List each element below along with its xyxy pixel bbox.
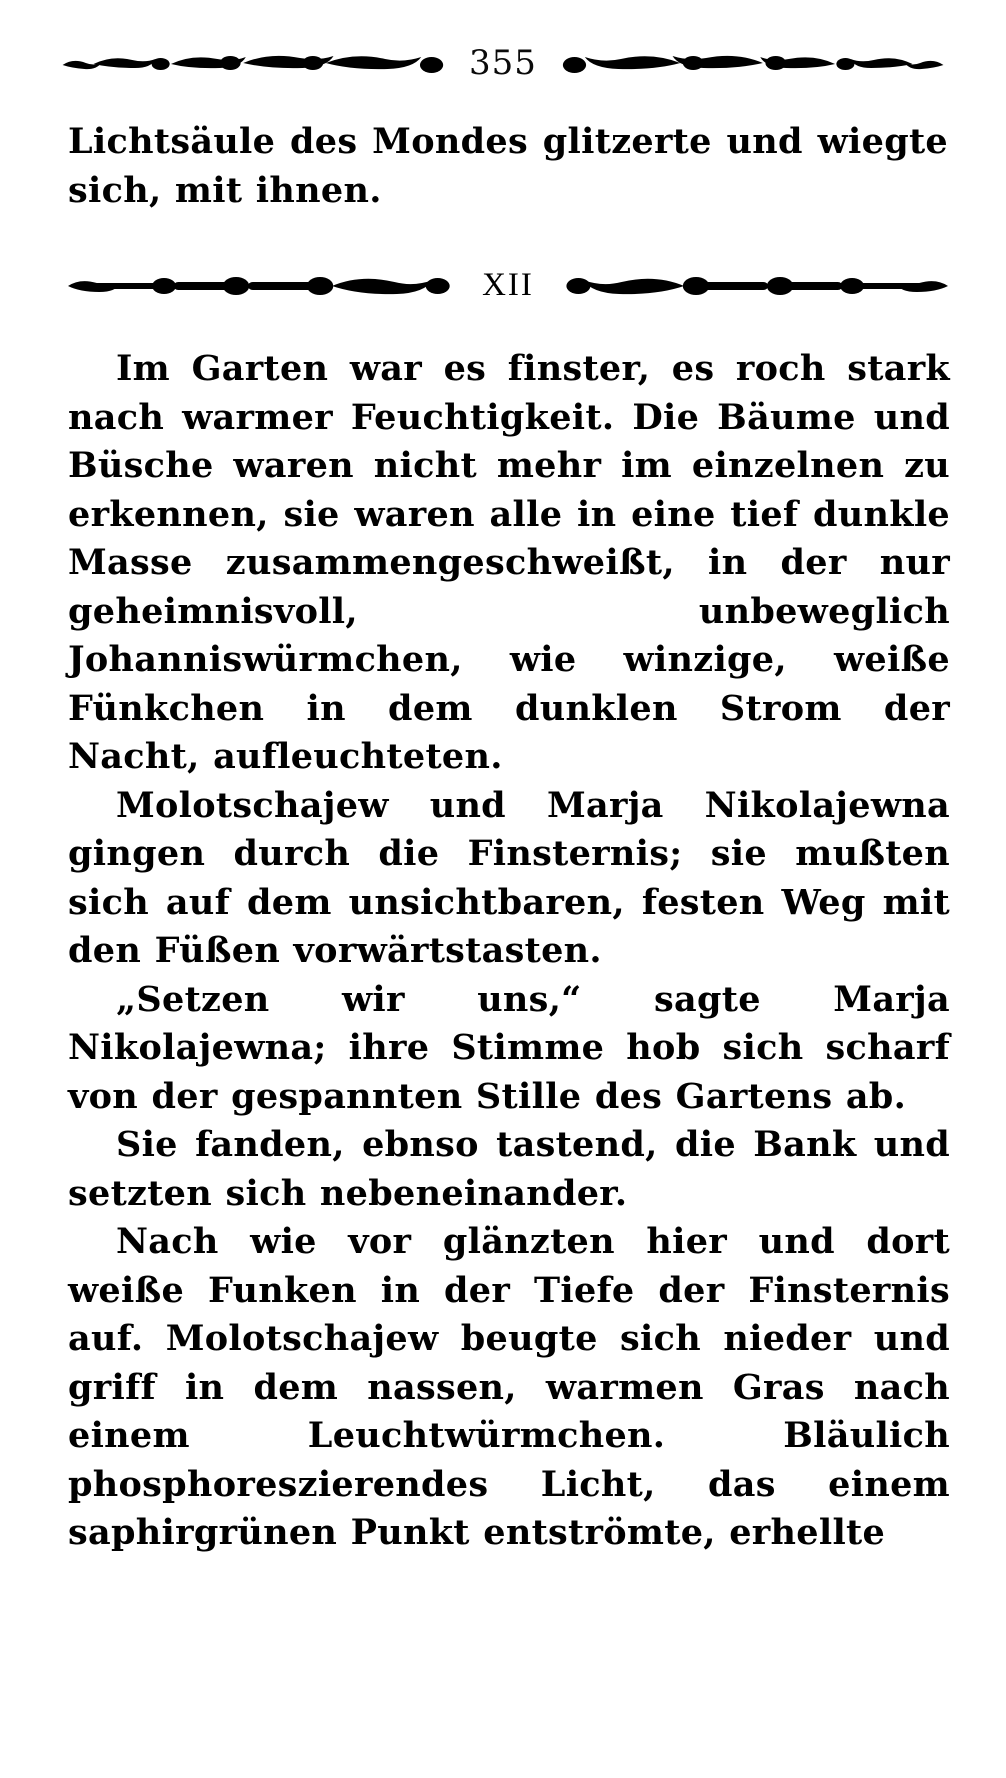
heavy-flourish-ornament-left-icon (68, 274, 452, 298)
chapter-divider (68, 258, 948, 314)
paragraph: Nach wie vor glänzten hier und dort weiße Funken in der Tiefe der Finsternis auf. Molotschajew beugte sich nieder und griff in dem nassen, warmen Gras nach einem Leuchtwürmchen. Bläulich phosphoreszierendes Licht, das einem saphirgrünen Punkt entströmte, erhellte (68, 1221, 950, 1553)
body-text (68, 345, 950, 1558)
flourish-ornament-right-icon (559, 52, 946, 78)
chapter-numeral: XII (482, 266, 534, 303)
heavy-flourish-ornament-right-icon (564, 274, 948, 298)
page-header (60, 40, 946, 90)
paragraph: Sie fanden, ebnso tastend, die Bank und setzten sich nebeneinander. (68, 1124, 950, 1214)
page-number: 355 (469, 43, 537, 83)
paragraph: Im Garten war es finster, es roch stark nach warmer Feuchtigkeit. Die Bäume und Büsche waren nicht mehr im einzelnen zu erkennen, sie waren alle in eine tief dunkle Masse zusammengeschweißt, in der nur geheimnisvoll, unbeweglich Johanniswürmchen, wie winzige, weiße Fünkchen in dem dunklen Strom der Nacht, aufleuchteten. (68, 348, 950, 777)
paragraph: „Setzen wir uns,“ sagte Marja Nikolajewna; ihre Stimme hob sich scharf von der gespannten Stille des Gartens ab. (68, 978, 950, 1117)
paragraph: Molotschajew und Marja Nikolajewna gingen durch die Finsternis; sie mußten sich auf dem unsichtbaren, festen Weg mit den Füßen vorwärtstasten. (68, 784, 950, 971)
flourish-ornament-left-icon (60, 52, 447, 78)
continuation-paragraph: Lichtsäule des Mondes glitzerte und wiegte sich, mit ihnen. (68, 121, 948, 211)
continuation-paragraph-block (68, 118, 948, 215)
